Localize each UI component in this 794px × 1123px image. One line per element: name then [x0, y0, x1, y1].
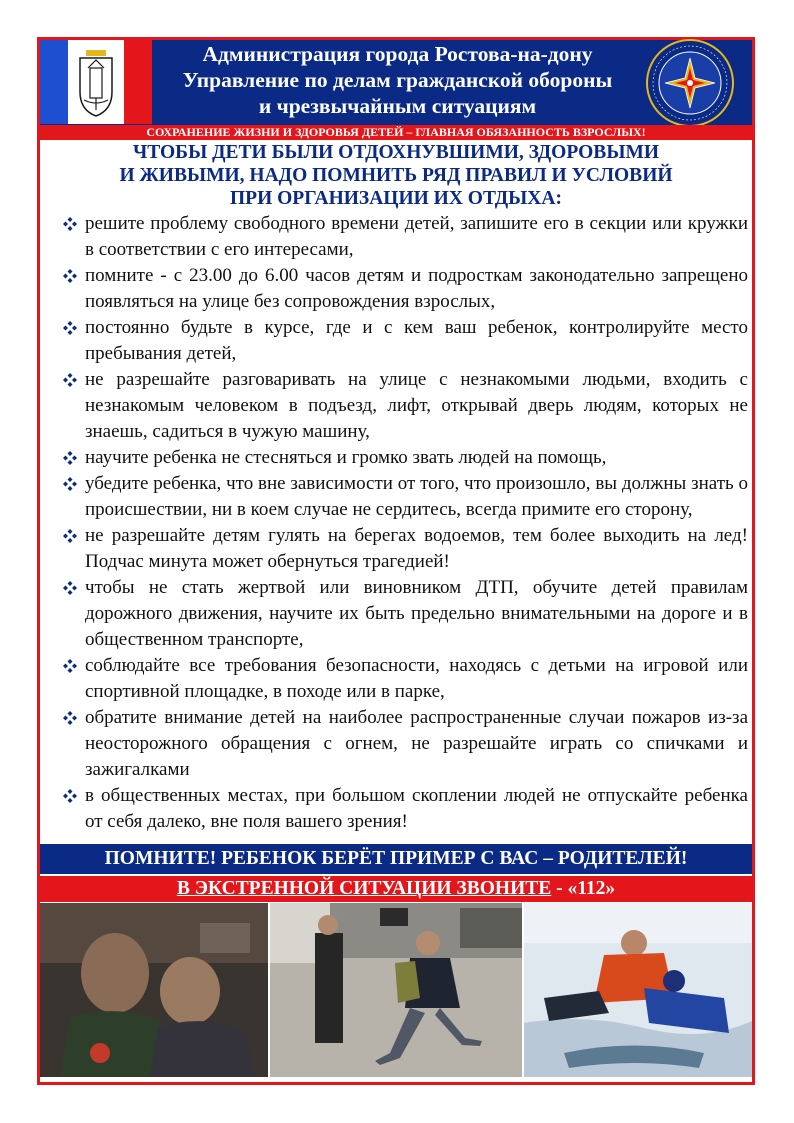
remember-banner: ПОМНИТЕ! РЕБЕНОК БЕРЁТ ПРИМЕР С ВАС – РОДИТЕЛЕЙ! — [40, 844, 752, 874]
header-line-3: и чрезвычайным ситуациям — [258, 94, 537, 118]
diamond-bullet-icon — [62, 216, 78, 232]
diamond-bullet-icon — [62, 372, 78, 388]
headline-line-1: ЧТОБЫ ДЕТИ БЫЛИ ОТДОХНУВШИМИ, ЗДОРОВЫМИ — [132, 142, 660, 163]
rule-item — [62, 445, 748, 471]
civil-defense-emblem-icon — [645, 38, 735, 128]
rule-text: научите ребенка не стесняться и громко звать людей на помощь, — [85, 447, 607, 468]
diamond-bullet-icon — [62, 476, 78, 492]
rules-list — [62, 211, 748, 835]
rule-item — [62, 263, 748, 315]
rule-item — [62, 523, 748, 575]
rule-text: не разрешайте разговаривать на улице с незнакомыми людьми, входить с незнакомым человеком в подъезд, лифт, открывай дверь людям, которых не знаешь, садиться в чужую машину, — [85, 369, 748, 442]
rule-item — [62, 653, 748, 705]
diamond-bullet-icon — [62, 450, 78, 466]
rule-item — [62, 315, 748, 367]
diamond-bullet-icon — [62, 268, 78, 284]
rule-text: не разрешайте детям гулять на берегах водоемов, тем более выходить на лед! Подчас минута может обернуться трагедией! — [85, 525, 748, 572]
emergency-label: В ЭКСТРЕННОЙ СИТУАЦИИ ЗВОНИТЕ — [176, 878, 552, 899]
photo-rescued-children — [40, 903, 268, 1077]
header-line-1: Администрация города Ростова-на-дону — [202, 42, 593, 66]
rule-item — [62, 471, 748, 523]
diamond-bullet-icon — [62, 320, 78, 336]
rule-text: убедите ребенка, что вне зависимости от того, что произошло, вы должны знать о происшествии, ни в коем случае не сердитесь, всегда примите его сторону, — [85, 473, 748, 520]
diamond-bullet-icon — [62, 658, 78, 674]
photo-boy-on-road — [270, 903, 522, 1077]
headline — [40, 141, 752, 210]
rule-text: соблюдайте все требования безопасности, находясь с детьми на игровой или спортивной площадке, в походе или в парке, — [85, 655, 748, 702]
header-line-2: Управление по делам гражданской обороны — [182, 68, 613, 92]
rule-text: в общественных местах, при большом скоплении людей не отпускайте ребенка от себя далеко, вне поля вашего зрения! — [85, 785, 748, 832]
diamond-bullet-icon — [62, 710, 78, 726]
diamond-bullet-icon — [62, 528, 78, 544]
rule-text: помните - с 23.00 до 6.00 часов детям и подросткам законодательно запрещено появляться на улице без сопровождения взрослых, — [85, 265, 748, 312]
headline-line-2: И ЖИВЫМИ, НАДО ПОМНИТЬ РЯД ПРАВИЛ И УСЛОВИЙ — [119, 165, 673, 186]
rule-text: постоянно будьте в курсе, где и с кем ваш ребенок, контролируйте место пребывания детей, — [85, 317, 748, 364]
rule-item — [62, 575, 748, 653]
rule-item — [62, 211, 748, 263]
rule-item — [62, 367, 748, 445]
emergency-number: - «112» — [551, 878, 616, 899]
city-flag-icon — [40, 40, 152, 124]
diamond-bullet-icon — [62, 788, 78, 804]
rule-item — [62, 783, 748, 835]
rule-text: решите проблему свободного времени детей, запишите его в секции или кружки в соответствии с его интересами, — [85, 213, 748, 260]
rule-text: чтобы не стать жертвой или виновником ДТП, обучите детей правилам дорожного движения, научите их быть предельно внимательными на дороге и в общественном транспорте, — [85, 577, 748, 650]
emergency-banner — [40, 876, 752, 902]
headline-line-3: ПРИ ОРГАНИЗАЦИИ ИХ ОТДЫХА: — [230, 188, 562, 209]
rule-text: обратите внимание детей на наиболее распространенные случаи пожаров из-за неосторожного обращения с огнем, не разрешайте играть со спичками и зажигалками — [85, 707, 748, 780]
photo-ice-rescue — [524, 903, 752, 1077]
diamond-bullet-icon — [62, 580, 78, 596]
rule-item — [62, 705, 748, 783]
slogan-banner: СОХРАНЕНИЕ ЖИЗНИ И ЗДОРОВЬЯ ДЕТЕЙ – ГЛАВНАЯ ОБЯЗАННОСТЬ ВЗРОСЛЫХ! — [40, 125, 752, 140]
